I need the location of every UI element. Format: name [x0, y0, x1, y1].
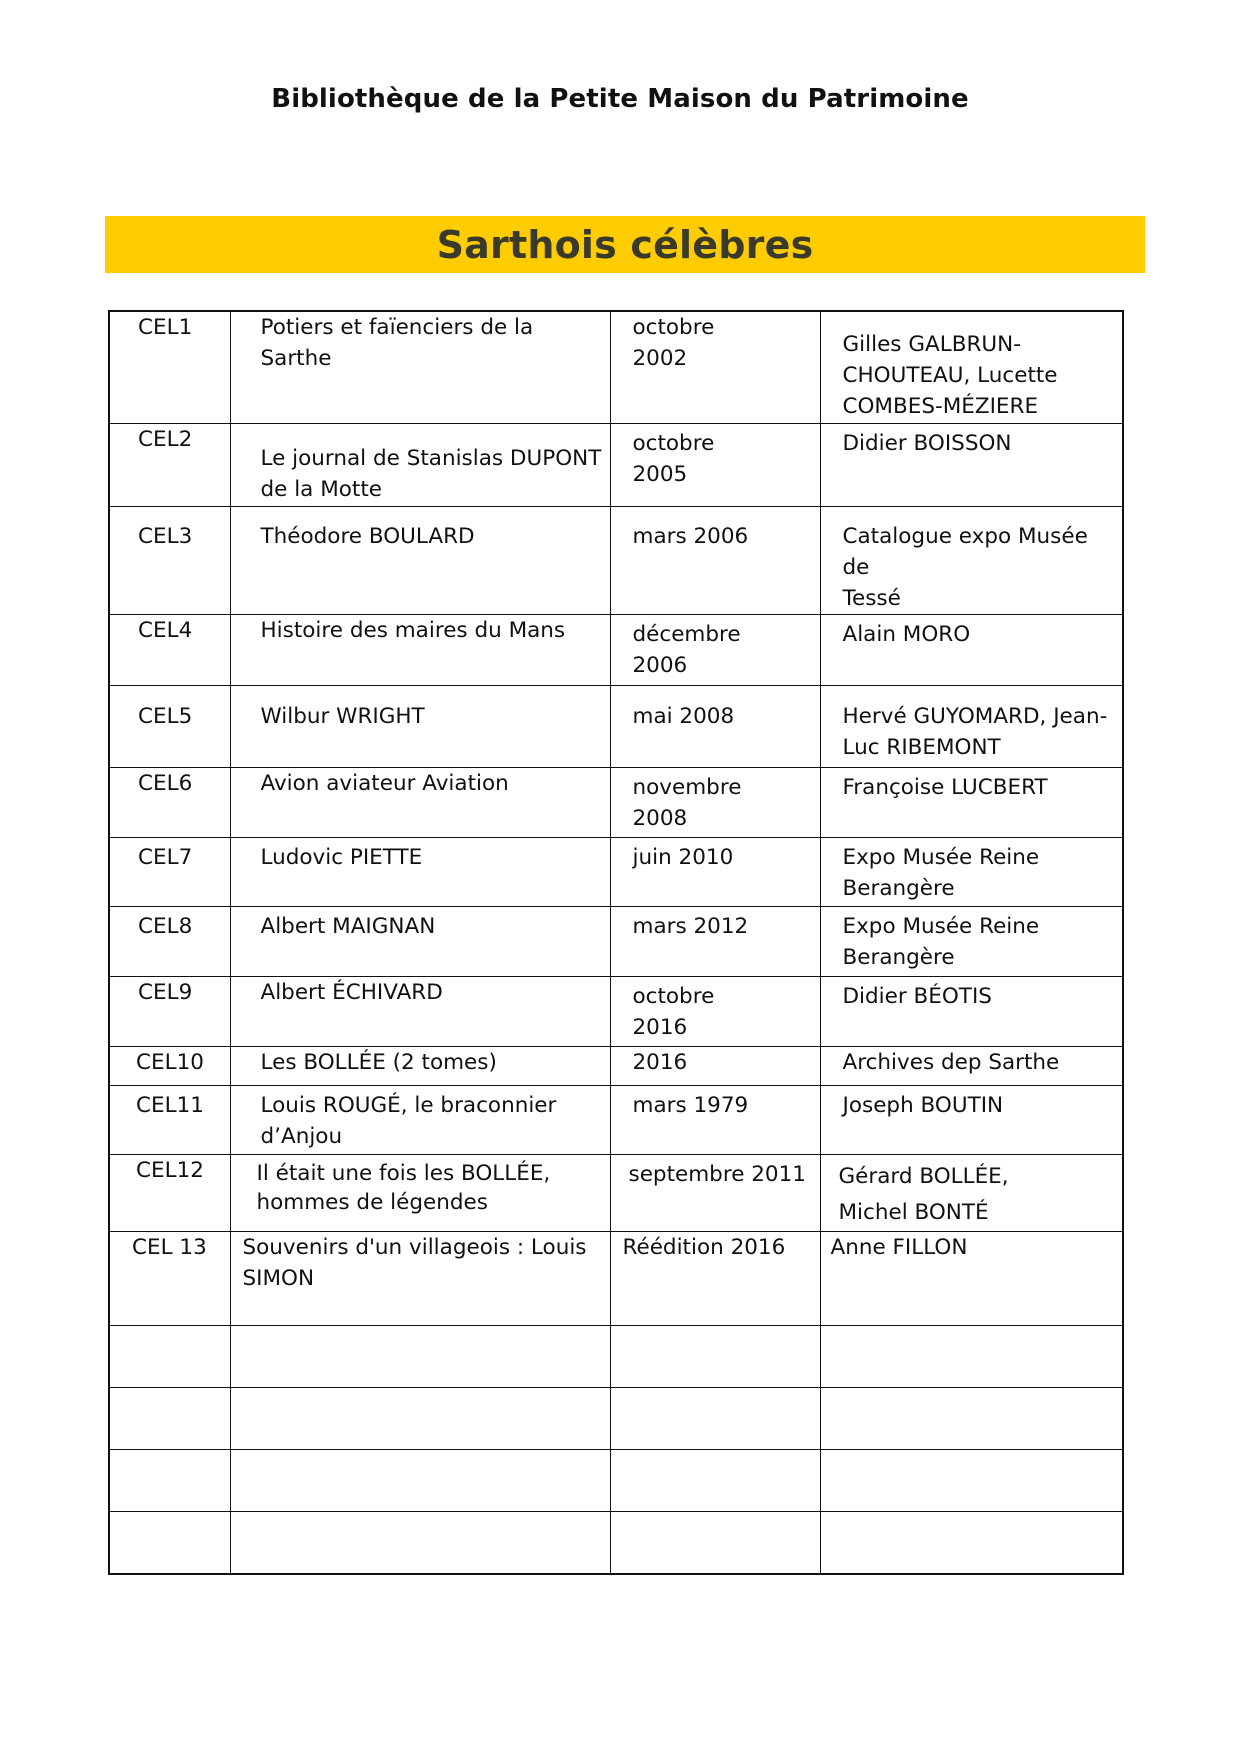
- code-cell: [109, 907, 230, 977]
- code-text: CEL12: [136, 1158, 204, 1183]
- title-text: de la Motte: [260, 477, 382, 502]
- date-cell: [610, 686, 820, 768]
- date-cell: [610, 311, 820, 424]
- title-text: Souvenirs d'un villageois : Louis: [242, 1235, 587, 1260]
- date-text: mars 2006: [632, 524, 749, 549]
- date-text: octobre: [632, 315, 715, 340]
- title-text: Albert MAIGNAN: [260, 914, 436, 939]
- author-cell: [820, 838, 1123, 907]
- table-row: [109, 768, 1123, 838]
- author-text: Gilles GALBRUN-: [842, 332, 1021, 357]
- section-title: Sarthois célèbres: [436, 222, 814, 267]
- date-text: mars 2012: [632, 914, 749, 939]
- code-text: CEL1: [138, 315, 193, 340]
- code-text: CEL7: [138, 845, 193, 870]
- date-text: septembre 2011: [628, 1162, 806, 1187]
- author-cell: [820, 1155, 1123, 1232]
- catalog-table: [108, 310, 1124, 1575]
- date-cell: [610, 1232, 820, 1326]
- table-row: [109, 615, 1123, 686]
- date-text: 2008: [632, 806, 688, 831]
- author-cell: [820, 507, 1123, 615]
- title-cell: [230, 424, 610, 507]
- code-text: CEL5: [138, 704, 193, 729]
- title-text: d’Anjou: [260, 1124, 343, 1149]
- date-text: octobre: [632, 431, 715, 456]
- code-text: CEL9: [138, 980, 193, 1005]
- title-text: Il était une fois les BOLLÉE,: [256, 1161, 551, 1186]
- code-cell: [109, 424, 230, 507]
- author-text: COMBES-MÉZIERE: [842, 394, 1039, 419]
- author-cell: [820, 1086, 1123, 1155]
- title-cell: [230, 1155, 610, 1232]
- empty-cell: [109, 1388, 230, 1450]
- empty-cell: [230, 1326, 610, 1388]
- author-cell: [820, 768, 1123, 838]
- title-cell: [230, 1232, 610, 1326]
- empty-cell: [820, 1326, 1123, 1388]
- author-text: Didier BOISSON: [842, 431, 1012, 456]
- title-cell: [230, 977, 610, 1047]
- table-row: [109, 977, 1123, 1047]
- author-text: CHOUTEAU, Lucette: [842, 363, 1058, 388]
- author-text: Hervé GUYOMARD, Jean-: [842, 704, 1108, 729]
- table-row: [109, 311, 1123, 424]
- date-text: novembre: [632, 775, 742, 800]
- empty-table-row: [109, 1326, 1123, 1388]
- author-text: Anne FILLON: [830, 1235, 968, 1260]
- empty-cell: [610, 1388, 820, 1450]
- author-text: Archives dep Sarthe: [842, 1050, 1060, 1075]
- author-cell: [820, 1047, 1123, 1086]
- table-row: [109, 424, 1123, 507]
- table-row: [109, 1155, 1123, 1232]
- table-row: [109, 1232, 1123, 1326]
- date-cell: [610, 1086, 820, 1155]
- code-text: CEL11: [136, 1093, 204, 1118]
- author-text: Michel BONTÉ: [838, 1200, 989, 1225]
- title-cell: [230, 1047, 610, 1086]
- empty-cell: [820, 1512, 1123, 1575]
- code-text: CEL8: [138, 914, 193, 939]
- title-cell: [230, 907, 610, 977]
- empty-table-row: [109, 1512, 1123, 1575]
- date-cell: [610, 615, 820, 686]
- table-row: [109, 1086, 1123, 1155]
- empty-table-row: [109, 1450, 1123, 1512]
- title-text: Les BOLLÉE (2 tomes): [260, 1050, 497, 1075]
- date-text: 2005: [632, 462, 688, 487]
- author-cell: [820, 907, 1123, 977]
- code-text: CEL 13: [132, 1235, 207, 1260]
- code-cell: [109, 838, 230, 907]
- empty-cell: [109, 1326, 230, 1388]
- page-title: Bibliothèque de la Petite Maison du Patrimoine: [271, 84, 969, 114]
- author-text: Berangère: [842, 876, 955, 901]
- empty-cell: [610, 1512, 820, 1575]
- empty-cell: [820, 1450, 1123, 1512]
- author-text: Alain MORO: [842, 622, 971, 647]
- author-text: Didier BÉOTIS: [842, 984, 992, 1009]
- title-text: SIMON: [242, 1266, 315, 1291]
- date-text: 2006: [632, 653, 688, 678]
- empty-table-row: [109, 1388, 1123, 1450]
- empty-cell: [610, 1326, 820, 1388]
- author-cell: [820, 615, 1123, 686]
- author-text: Luc RIBEMONT: [842, 735, 1001, 760]
- date-cell: [610, 424, 820, 507]
- date-cell: [610, 1155, 820, 1232]
- code-cell: [109, 768, 230, 838]
- section-banner: [105, 216, 1145, 273]
- date-text: mars 1979: [632, 1093, 749, 1118]
- date-text: 2002: [632, 346, 688, 371]
- code-cell: [109, 977, 230, 1047]
- code-cell: [109, 507, 230, 615]
- title-text: Louis ROUGÉ, le braconnier: [260, 1093, 557, 1118]
- author-text: Expo Musée Reine: [842, 845, 1040, 870]
- code-text: CEL6: [138, 771, 193, 796]
- code-cell: [109, 1086, 230, 1155]
- code-text: CEL4: [138, 618, 193, 643]
- title-cell: [230, 686, 610, 768]
- date-cell: [610, 1047, 820, 1086]
- author-text: Françoise LUCBERT: [842, 775, 1048, 800]
- title-text: Wilbur WRIGHT: [260, 704, 425, 729]
- title-cell: [230, 615, 610, 686]
- author-cell: [820, 311, 1123, 424]
- table-row: [109, 838, 1123, 907]
- title-cell: [230, 507, 610, 615]
- author-text: Tessé: [842, 586, 901, 611]
- author-cell: [820, 686, 1123, 768]
- date-cell: [610, 977, 820, 1047]
- author-text: Expo Musée Reine: [842, 914, 1040, 939]
- code-cell: [109, 1047, 230, 1086]
- empty-cell: [109, 1450, 230, 1512]
- author-text: Catalogue expo Musée de: [842, 524, 1088, 580]
- code-cell: [109, 311, 230, 424]
- title-text: Ludovic PIETTE: [260, 845, 423, 870]
- author-text: Gérard BOLLÉE,: [838, 1164, 1009, 1189]
- author-text: Berangère: [842, 945, 955, 970]
- date-cell: [610, 838, 820, 907]
- date-text: 2016: [632, 1050, 688, 1075]
- author-cell: [820, 424, 1123, 507]
- code-text: CEL2: [138, 427, 193, 452]
- author-cell: [820, 977, 1123, 1047]
- empty-cell: [820, 1388, 1123, 1450]
- code-cell: [109, 1232, 230, 1326]
- title-cell: [230, 838, 610, 907]
- code-text: CEL3: [138, 524, 193, 549]
- code-cell: [109, 615, 230, 686]
- date-text: octobre: [632, 984, 715, 1009]
- title-text: Théodore BOULARD: [260, 524, 475, 549]
- table-row: [109, 507, 1123, 615]
- date-text: 2016: [632, 1015, 688, 1040]
- date-text: juin 2010: [632, 845, 734, 870]
- code-text: CEL10: [136, 1050, 204, 1075]
- date-text: décembre: [632, 622, 741, 647]
- empty-cell: [610, 1450, 820, 1512]
- title-text: Potiers et faïenciers de la Sarthe: [260, 315, 534, 371]
- code-cell: [109, 1155, 230, 1232]
- date-text: Réédition 2016: [622, 1235, 786, 1260]
- table-row: [109, 907, 1123, 977]
- title-text: Albert ÉCHIVARD: [260, 980, 443, 1005]
- code-cell: [109, 686, 230, 768]
- empty-cell: [230, 1450, 610, 1512]
- title-text: Avion aviateur Aviation: [260, 771, 509, 796]
- date-cell: [610, 907, 820, 977]
- author-text: Joseph BOUTIN: [842, 1093, 1004, 1118]
- title-text: hommes de légendes: [256, 1190, 488, 1215]
- title-cell: [230, 1086, 610, 1155]
- table-row: [109, 686, 1123, 768]
- empty-cell: [230, 1388, 610, 1450]
- empty-cell: [230, 1512, 610, 1575]
- title-text: Le journal de Stanislas DUPONT: [260, 446, 602, 471]
- date-cell: [610, 507, 820, 615]
- title-cell: [230, 311, 610, 424]
- author-cell: [820, 1232, 1123, 1326]
- date-text: mai 2008: [632, 704, 735, 729]
- empty-cell: [109, 1512, 230, 1575]
- date-cell: [610, 768, 820, 838]
- table-row: [109, 1047, 1123, 1086]
- title-cell: [230, 768, 610, 838]
- title-text: Histoire des maires du Mans: [260, 618, 566, 643]
